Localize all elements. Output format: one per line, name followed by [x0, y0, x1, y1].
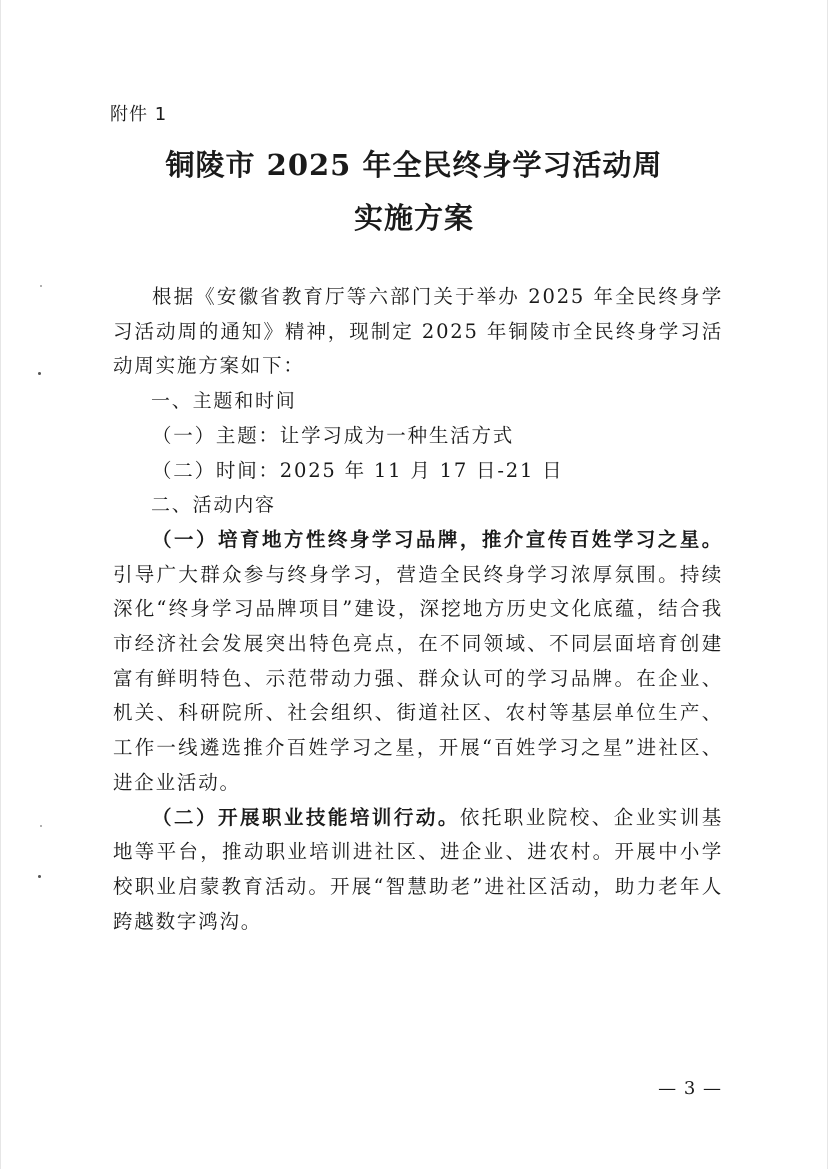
section2-item2 [113, 801, 723, 940]
section2-item1-lead: （一）培育地方性终身学习品牌，推介宣传百姓学习之星。 [152, 527, 723, 551]
section1-heading: 一、主题和时间 [151, 390, 297, 413]
scan-speck [38, 372, 41, 375]
document-title-line2: 实施方案 [353, 201, 474, 235]
section2-heading: 二、活动内容 [151, 494, 276, 517]
section2-item2-body: 依托职业院校、企业实训基地等平台，推动职业培训进社区、进企业、进农村。开展中小学校职业启蒙教育活动。开展“智慧助老”进社区活动，助力老年人跨越数字鸿沟。 [113, 805, 723, 933]
scan-speck [38, 875, 41, 878]
document-body [113, 280, 723, 939]
scan-speck [40, 825, 42, 827]
section1-time: （二）时间：2025 年 11 月 17 日-21 日 [152, 458, 564, 482]
attachment-label: 附件 1 [110, 104, 168, 125]
section2-item2-lead: （二）开展职业技能培训行动。 [152, 805, 460, 829]
scan-speck [40, 285, 42, 287]
section1-theme: （一）主题：让学习成为一种生活方式 [152, 423, 515, 447]
page-number: — 3 — [658, 1078, 722, 1099]
document-title-line1: 铜陵市 2025 年全民终身学习活动周 [165, 148, 663, 182]
intro-paragraph: 根据《安徽省教育厅等六部门关于举办 2025 年全民终身学习活动周的通知》精神，现制定 2025 年铜陵市全民终身学习活动周实施方案如下： [113, 285, 723, 378]
section2-item1 [113, 523, 723, 801]
section2-item1-body: 引导广大群众参与终身学习，营造全民终身学习浓厚氛围。持续深化“终身学习品牌项目”建设，深挖地方历史文化底蕴，结合我市经济社会发展突出特色亮点，在不同领域、不同层面培育创建富有鲜明特色、示范带动力强、群众认可的学习品牌。在企业、机关、科研院所、社会组织、街道社区、农村等基层单位生产、工作一线遴选推介百姓学习之星，开展“百姓学习之星”进社区、进企业活动。 [113, 562, 723, 794]
